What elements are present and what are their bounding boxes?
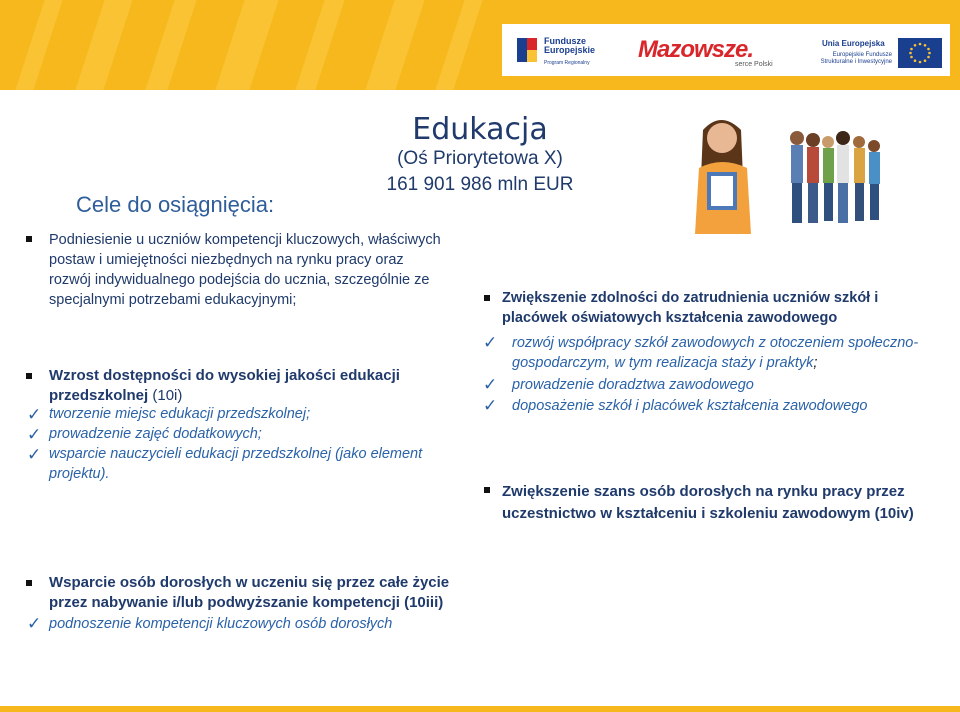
goals-heading: Cele do osiągnięcia: [76, 192, 275, 217]
mazowsze-subtitle: serce Polski [735, 61, 773, 68]
budget-amount: 161 901 986 mln EUR [386, 174, 574, 195]
bullet-icon [26, 580, 32, 586]
goal-5-title: Wsparcie osób dorosłych w uczeniu się przez całe życie przez nabywanie i/lub podwyższanie kompetencji (10iii) [49, 574, 450, 611]
goal-3-check-2: prowadzenie doradztwa zawodowego [512, 377, 754, 393]
banner-stripe [365, 0, 424, 90]
bullet-icon [26, 236, 32, 242]
banner-stripe [75, 0, 132, 90]
page-subtitle: (Oś Priorytetowa X) [397, 148, 563, 169]
goal-2-check-3: wsparcie nauczycieli edukacji przedszkolnej (jako element projektu). [49, 446, 423, 482]
mazowsze-logo: Mazowsze. [638, 36, 754, 63]
banner-stripe [145, 0, 196, 90]
goal-1-text: Podniesienie u uczniów kompetencji kluczowych, właściwych postaw i umiejętności niezbędnych na rynku pracy oraz rozwój indywidualnego podejścia do ucznia, szczególnie ze specjalnymi potrzebami edukacyjnymi; [49, 232, 441, 308]
eu-flag-icon [898, 38, 942, 68]
banner-stripe [215, 0, 278, 90]
banner-stripe [435, 0, 482, 90]
check-icon: ✓ [27, 425, 42, 444]
bottom-border [0, 706, 960, 712]
goal-4-title: Zwiększenie szans osób dorosłych na rynku pracy przez uczestnictwo w kształceniu i szkoleniu zawodowym (10iv) [502, 483, 914, 522]
bullet-icon [484, 487, 490, 493]
banner-stripe [15, 0, 62, 90]
bullet-icon [484, 295, 490, 301]
check-icon: ✓ [483, 375, 498, 394]
goal-3-check-3: doposażenie szkół i placówek kształcenia zawodowego [512, 398, 868, 414]
goal-2-check-1: tworzenie miejsc edukacji przedszkolnej; [49, 406, 311, 422]
ue-logo-title: Unia Europejska [822, 39, 885, 48]
goal-2-title: Wzrost dostępności do wysokiej jakości edukacji przedszkolnej (10i) [49, 367, 400, 404]
check-icon: ✓ [483, 333, 498, 352]
goal-3-title: Zwiększenie zdolności do zatrudnienia uczniów szkół i placówek oświatowych kształcenia zawodowego [502, 290, 879, 326]
check-icon: ✓ [27, 614, 42, 633]
students-photo [685, 108, 893, 234]
check-icon: ✓ [27, 445, 42, 464]
goal-2-code: (10i) [152, 387, 183, 404]
banner-stripe [295, 0, 344, 90]
fundusze-europejskie-logo [515, 34, 539, 66]
goal-5-check: podnoszenie kompetencji kluczowych osób dorosłych [49, 616, 393, 632]
ue-logo-subtitle: Europejskie Fundusze Strukturalne i Inwestycyjne [820, 52, 892, 65]
fe-logo-subtitle: Program Regionalny [544, 60, 590, 66]
goal-2-check-2: prowadzenie zajęć dodatkowych; [49, 426, 262, 442]
fe-logo-text: Fundusze Europejskie [544, 36, 596, 55]
check-icon: ✓ [483, 396, 498, 415]
page-title: Edukacja [412, 112, 548, 147]
goal-3-check-1: rozwój współpracy szkół zawodowych z otoczeniem społeczno- gospodarczym, w tym realizacja staży i praktyk; [512, 335, 919, 371]
check-icon: ✓ [27, 405, 42, 424]
bullet-icon [26, 373, 32, 379]
